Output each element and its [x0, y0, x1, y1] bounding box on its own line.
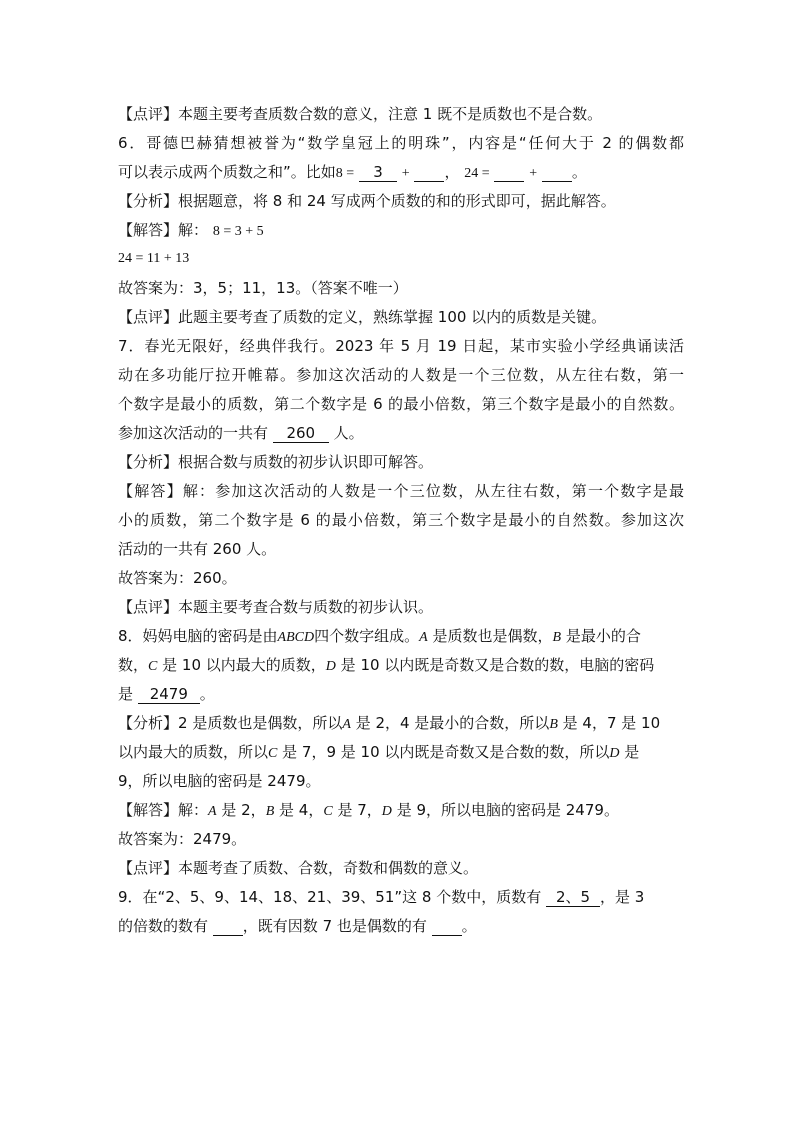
q6-question-line1: 6．哥德巴赫猜想被誉为“数学皇冠上的明珠”，内容是“任何大于 2 的偶数都	[118, 134, 684, 152]
review-tag: 【点评】	[118, 308, 179, 326]
solution-tag: 【解答】	[118, 801, 179, 819]
q8-review: 【点评】本题考查了质数、合数，奇数和偶数的意义。	[118, 859, 479, 877]
q9-blank-2[interactable]	[213, 917, 243, 936]
q8-question-line2: 数，C 是 10 以内最大的质数，D 是 10 以内既是奇数又是合数的数，电脑的密码	[118, 656, 655, 674]
q8-question-line1: 8．妈妈电脑的密码是由ABCD四个数字组成。A 是质数也是偶数，B 是最小的合	[118, 627, 641, 645]
solution-tag: 【解答】	[118, 221, 179, 239]
q6-solution-eq2: 24 = 11 + 13	[118, 251, 190, 266]
q8-solution: 【解答】解：A 是 2，B 是 4，C 是 7，D 是 9，所以电脑的密码是 2479。	[118, 801, 619, 819]
q7-solution-line3: 活动的一共有 260 人。	[118, 540, 277, 558]
analysis-tag: 【分析】	[118, 453, 179, 471]
q9-blank-3[interactable]	[432, 917, 462, 936]
review-text: 本题主要考查质数合数的意义，注意 1 既不是质数也不是合数。	[178, 105, 603, 123]
q6-review: 【点评】此题主要考查了质数的定义，熟练掌握 100 以内的质数是关键。	[118, 308, 607, 326]
q9-question-line1: 9．在“2、5、9、14、18、21、39、51”这 8 个数中，质数有 2、5 ，是 3	[118, 888, 645, 906]
q6-answer: 故答案为：3，5；11，13。（答案不唯一）	[118, 279, 408, 297]
q7-solution-line1: 【解答】解：参加这次活动的人数是一个三位数，从左往右数，第一个数字是最	[118, 482, 684, 500]
q5-review	[118, 103, 684, 125]
q8-analysis-line1: 【分析】2 是质数也是偶数，所以A 是 2，4 是最小的合数，所以B 是 4，7 是 10	[118, 714, 661, 732]
q8-analysis-line2: 以内最大的质数，所以C 是 7，9 是 10 以内既是奇数又是合数的数，所以D 是	[118, 743, 640, 761]
q6-analysis: 【分析】根据题意，将 8 和 24 写成两个质数的和的形式即可，据此解答。	[118, 192, 616, 210]
document-page	[118, 103, 684, 944]
q9-question-line2: 的倍数的数有 ，既有因数 7 也是偶数的有 。	[118, 917, 477, 935]
solution-tag: 【解答】	[118, 482, 183, 500]
review-tag: 【点评】	[118, 598, 179, 616]
q7-answer: 故答案为：260。	[118, 569, 237, 587]
q8-analysis-line3: 9，所以电脑的密码是 2479。	[118, 772, 321, 790]
q7-analysis: 【分析】根据合数与质数的初步认识即可解答。	[118, 453, 434, 471]
q7-question-line1: 7．春光无限好，经典伴我行。2023 年 5 月 19 日起，某市实验小学经典诵读活	[118, 337, 684, 355]
review-tag: 【点评】	[118, 105, 179, 123]
review-tag: 【点评】	[118, 859, 179, 877]
q7-question-line2: 动在多功能厅拉开帷幕。参加这次活动的人数是一个三位数，从左往右数，第一	[118, 366, 684, 384]
q6-solution: 【解答】解： 8 = 3 + 5	[118, 221, 264, 239]
q6-blank-3[interactable]	[494, 163, 524, 182]
q7-review: 【点评】本题主要考查合数与质数的初步认识。	[118, 598, 434, 616]
q7-solution-line2: 小的质数，第二个数字是 6 的最小倍数，第三个数字是最小的自然数。参加这次	[118, 511, 684, 529]
q6-blank-1[interactable]: 3	[359, 163, 397, 182]
q6-blank-2[interactable]	[414, 163, 444, 182]
analysis-tag: 【分析】	[118, 714, 179, 732]
analysis-tag: 【分析】	[118, 192, 179, 210]
q9-blank-1[interactable]: 2、5	[546, 888, 600, 907]
q6-blank-4[interactable]	[542, 163, 572, 182]
q6-eq1-lhs: 8 =	[335, 166, 355, 181]
q8-blank[interactable]: 2479	[138, 685, 200, 704]
q6-solution-eq1: 8 = 3 + 5	[212, 224, 264, 239]
q7-question-line4: 参加这次活动的一共有 260 人。	[118, 424, 364, 442]
q7-blank[interactable]: 260	[273, 424, 329, 443]
q6-eq2-lhs: 24 =	[464, 166, 490, 181]
q8-answer: 故答案为：2479。	[118, 830, 247, 848]
q6-question-line2: 可以表示成两个质数之和”。比如8 = 3 + ， 24 = + 。	[118, 163, 587, 181]
q7-question-line3: 个数字是最小的质数，第二个数字是 6 的最小倍数，第三个数字是最小的自然数。	[118, 395, 684, 413]
q8-question-line3: 是 2479 。	[118, 685, 215, 703]
